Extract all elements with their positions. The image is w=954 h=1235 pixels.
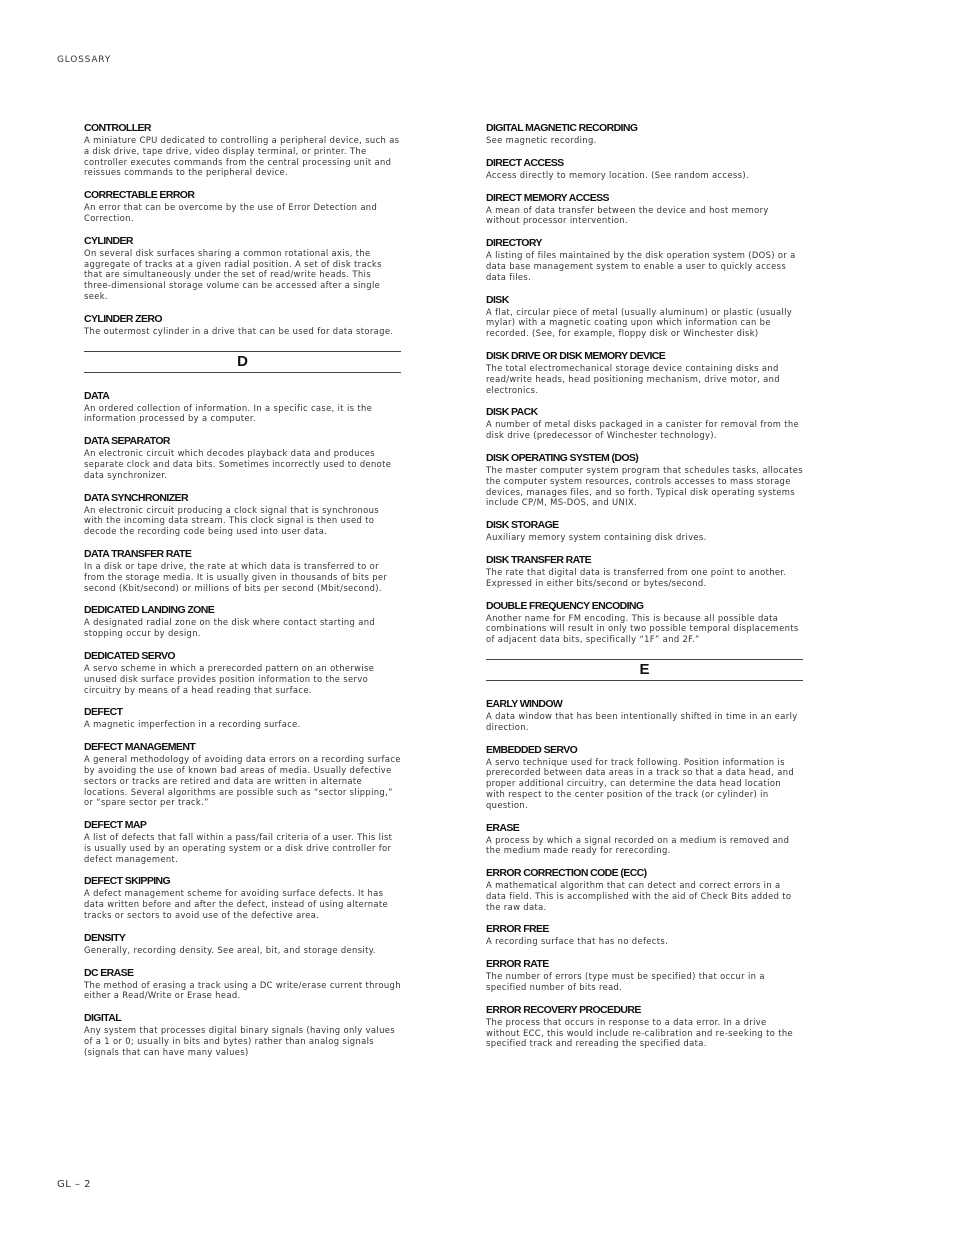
glossary-term: DATA SYNCHRONIZER xyxy=(84,491,188,504)
glossary-definition: The number of errors (type must be specified) that occur in a specified number of bits read. xyxy=(486,971,765,993)
glossary-term: DIGITAL xyxy=(84,1012,122,1025)
glossary-definition: Any system that processes digital binary signals (having only values of a 1 or 0; usually in bits and bytes) rather than analog signals (signals that can have many values) xyxy=(84,1025,395,1057)
glossary-definition: A flat, circular piece of metal (usually aluminum) or plastic (usually mylar) with a magnetic coating upon which information can be recorded. (See, for example, floppy disk or Winchester disk) xyxy=(486,306,793,339)
glossary-term: ERROR FREE xyxy=(486,923,549,936)
glossary-term: DATA SEPARATOR xyxy=(84,435,170,448)
section-divider-e: E xyxy=(486,659,803,681)
page-number: GL – 2 xyxy=(57,1179,92,1190)
glossary-entry xyxy=(486,192,803,227)
glossary-term: DATA TRANSFER RATE xyxy=(84,547,192,560)
glossary-entry xyxy=(84,435,401,480)
glossary-term: EMBEDDED SERVO xyxy=(486,743,578,756)
glossary-definition: On several disk surfaces sharing a common rotational axis, the aggregate of tracks at a given radial position. A set of disk tracks that are simultaneously under the set of read/write heads. This three-dimensional storage volume can be accessed after a single seek. xyxy=(84,247,382,301)
glossary-definition: A defect management scheme for avoiding surface defects. It has data written before and after the defect, instead of using alternate tracks or sectors to avoid use of the defective area. xyxy=(84,888,388,921)
glossary-definition: A general methodology of avoiding data errors on a recording surface by avoiding the use of known bad areas of media. Usually defective sectors or tracks are retired and data are written in alternate locations. Several algorithms are possible such as “sector slipping,” or “spare sector per track.” xyxy=(84,754,401,808)
glossary-definition: A data window that has been intentionally shifted in time in an early direction. xyxy=(486,710,798,732)
glossary-term: DEDICATED LANDING ZONE xyxy=(84,604,215,617)
glossary-term: DISK TRANSFER RATE xyxy=(486,553,592,566)
glossary-term: DISK DRIVE OR DISK MEMORY DEVICE xyxy=(486,349,666,362)
glossary-entry xyxy=(84,122,401,178)
glossary-definition: The rate that digital data is transferred from one point to another. Expressed in either bits/second or bytes/second. xyxy=(486,566,787,588)
entries-d-left xyxy=(84,390,401,1058)
glossary-term: DEFECT SKIPPING xyxy=(84,875,171,888)
glossary-entry xyxy=(486,554,803,589)
glossary-entry xyxy=(486,519,803,543)
glossary-term: DIRECTORY xyxy=(486,237,542,250)
glossary-entry xyxy=(486,744,803,811)
glossary-entry xyxy=(84,235,401,302)
glossary-definition: The total electromechanical storage device containing disks and read/write heads, head positioning mechanism, drive motor, and electronics. xyxy=(486,362,780,395)
glossary-entry xyxy=(84,875,401,920)
glossary-entry xyxy=(486,867,803,912)
glossary-term: DISK STORAGE xyxy=(486,519,559,532)
entries-d-right xyxy=(486,122,803,645)
section-divider-d: D xyxy=(84,351,401,373)
glossary-definition: Another name for FM encoding. This is because all possible data combinations will result in only two possible temporal displacements of adjacent data bits, specifically “1F” and 2F.” xyxy=(486,612,799,645)
glossary-definition: An ordered collection of information. In a specific case, it is the information processed by a computer. xyxy=(84,402,373,424)
glossary-definition: A list of defects that fall within a pass/fail criteria of a user. This list is usually used by an operating system or a disk drive controller for defect management. xyxy=(84,832,393,864)
glossary-term: DOUBLE FREQUENCY ENCODING xyxy=(486,599,644,612)
glossary-definition: A servo scheme in which a prerecorded pattern on an otherwise unused disk surface provides position information to the servo circuitry by means of a head reading that surface. xyxy=(84,662,375,695)
glossary-entry xyxy=(84,819,401,864)
glossary-term: DIRECT MEMORY ACCESS xyxy=(486,191,609,204)
glossary-definition: A mean of data transfer between the device and host memory without processor intervention. xyxy=(486,204,769,226)
glossary-term: DENSITY xyxy=(84,931,126,944)
glossary-definition: Access directly to memory location. (See random access). xyxy=(486,169,749,180)
glossary-entry xyxy=(486,350,803,395)
glossary-definition: The method of erasing a track using a DC write/erase current through either a Read/Write or Erase head. xyxy=(84,979,401,1001)
glossary-definition: The master computer system program that schedules tasks, allocates the computer system resources, controls accesses to mass storage devices, manages files, and so forth. Typical disk operating systems include CP/M, MS-DOS, and UNIX. xyxy=(486,464,803,508)
glossary-definition: A designated radial zone on the disk where contact starting and stopping occur by design. xyxy=(84,617,376,639)
glossary-entry xyxy=(486,294,803,339)
glossary-term: CYLINDER xyxy=(84,234,133,247)
glossary-term: DEFECT xyxy=(84,706,123,719)
glossary-entry xyxy=(486,958,803,993)
glossary-entry xyxy=(486,157,803,181)
glossary-term: DISK xyxy=(486,293,509,306)
glossary-entry xyxy=(84,313,401,337)
glossary-term: DC ERASE xyxy=(84,966,134,979)
glossary-definition: A process by which a signal recorded on a medium is removed and the medium made ready for rerecording. xyxy=(486,834,790,856)
glossary-definition: A mathematical algorithm that can detect and correct errors in a data field. This is accomplished with the aid of Check Bits added to the raw data. xyxy=(486,880,792,912)
glossary-definition: See magnetic recording. xyxy=(486,135,597,145)
glossary-term: ERROR CORRECTION CODE (ECC) xyxy=(486,867,647,880)
glossary-term: DEDICATED SERVO xyxy=(84,649,175,662)
left-column xyxy=(84,122,401,1069)
glossary-entry xyxy=(486,406,803,441)
glossary-entry xyxy=(486,923,803,947)
glossary-term: CORRECTABLE ERROR xyxy=(84,189,195,202)
glossary-entry xyxy=(486,1004,803,1049)
glossary-definition: The process that occurs in response to a data error. In a drive without ECC, this would include re-calibration and re-seeking to the specified track and rereading the specified data. xyxy=(486,1016,794,1049)
glossary-definition: An electronic circuit producing a clock signal that is synchronous with the incoming data stream. This clock signal is then used to decode the recording code being used into user data. xyxy=(84,504,379,537)
glossary-term: ERROR RECOVERY PROCEDURE xyxy=(486,1003,641,1016)
glossary-entry xyxy=(84,548,401,593)
glossary-term: DEFECT MANAGEMENT xyxy=(84,741,196,754)
glossary-definition: A servo technique used for track following. Position information is prerecorded between data areas in a track so that a data head, and proper additional circuitry, can determine the data head location with respect to the center position of the track (or cylinder) in question. xyxy=(486,756,795,810)
glossary-entry xyxy=(84,492,401,537)
glossary-definition: Generally, recording density. See areal, bit, and storage density. xyxy=(84,944,376,955)
glossary-entry xyxy=(84,1012,401,1057)
glossary-term: EARLY WINDOW xyxy=(486,697,563,710)
glossary-term: DIGITAL MAGNETIC RECORDING xyxy=(486,122,638,134)
glossary-definition: Auxiliary memory system containing disk drives. xyxy=(486,532,707,543)
glossary-entry xyxy=(486,452,803,508)
glossary-definition: In a disk or tape drive, the rate at which data is transferred to or from the storage media. It is usually given in thousands of bits per second (Kbit/second) or millions of bits per second (Mbit/second). xyxy=(84,560,388,593)
glossary-definition: An electronic circuit which decodes playback data and produces separate clock and data bits. Sometimes incorrectly used to denote data synchronizer. xyxy=(84,448,392,480)
glossary-entry xyxy=(486,822,803,857)
glossary-entry xyxy=(84,706,401,730)
glossary-entry xyxy=(84,967,401,1002)
glossary-definition: The outermost cylinder in a drive that can be used for data storage. xyxy=(84,325,394,336)
glossary-entry xyxy=(486,122,803,146)
glossary-definition: A miniature CPU dedicated to controlling a peripheral device, such as a disk drive, tape drive, video display terminal, or printer. The controller executes commands from the central processing unit and reissues commands to the peripheral device. xyxy=(84,135,400,178)
glossary-entry xyxy=(84,741,401,808)
glossary-entry xyxy=(84,932,401,956)
glossary-definition: A recording surface that has no defects. xyxy=(486,936,669,947)
glossary-term: DEFECT MAP xyxy=(84,819,147,832)
glossary-definition: A number of metal disks packaged in a canister for removal from the disk drive (predecessor of Winchester technology). xyxy=(486,419,800,441)
glossary-entry xyxy=(486,698,803,733)
entries-c xyxy=(84,122,401,337)
glossary-term: DATA xyxy=(84,389,110,402)
glossary-entry xyxy=(84,650,401,695)
glossary-entry xyxy=(486,237,803,282)
glossary-definition: An error that can be overcome by the use of Error Detection and Correction. xyxy=(84,202,378,223)
glossary-term: CONTROLLER xyxy=(84,122,151,134)
glossary-definition: A magnetic imperfection in a recording surface. xyxy=(84,719,301,730)
glossary-definition: A listing of files maintained by the disk operation system (DOS) or a data base management system to enable a user to quickly access data files. xyxy=(486,250,796,282)
glossary-term: CYLINDER ZERO xyxy=(84,312,162,325)
glossary-entry xyxy=(486,600,803,645)
glossary-term: ERROR RATE xyxy=(486,958,549,971)
glossary-entry xyxy=(84,390,401,425)
glossary-term: ERASE xyxy=(486,821,520,834)
right-column xyxy=(486,122,803,1060)
glossary-entry xyxy=(84,189,401,224)
glossary-entry xyxy=(84,604,401,639)
entries-e xyxy=(486,698,803,1049)
glossary-term: DIRECT ACCESS xyxy=(486,156,564,169)
page-header: GLOSSARY xyxy=(57,55,112,65)
glossary-term: DISK PACK xyxy=(486,406,538,419)
glossary-term: DISK OPERATING SYSTEM (DOS) xyxy=(486,451,639,464)
